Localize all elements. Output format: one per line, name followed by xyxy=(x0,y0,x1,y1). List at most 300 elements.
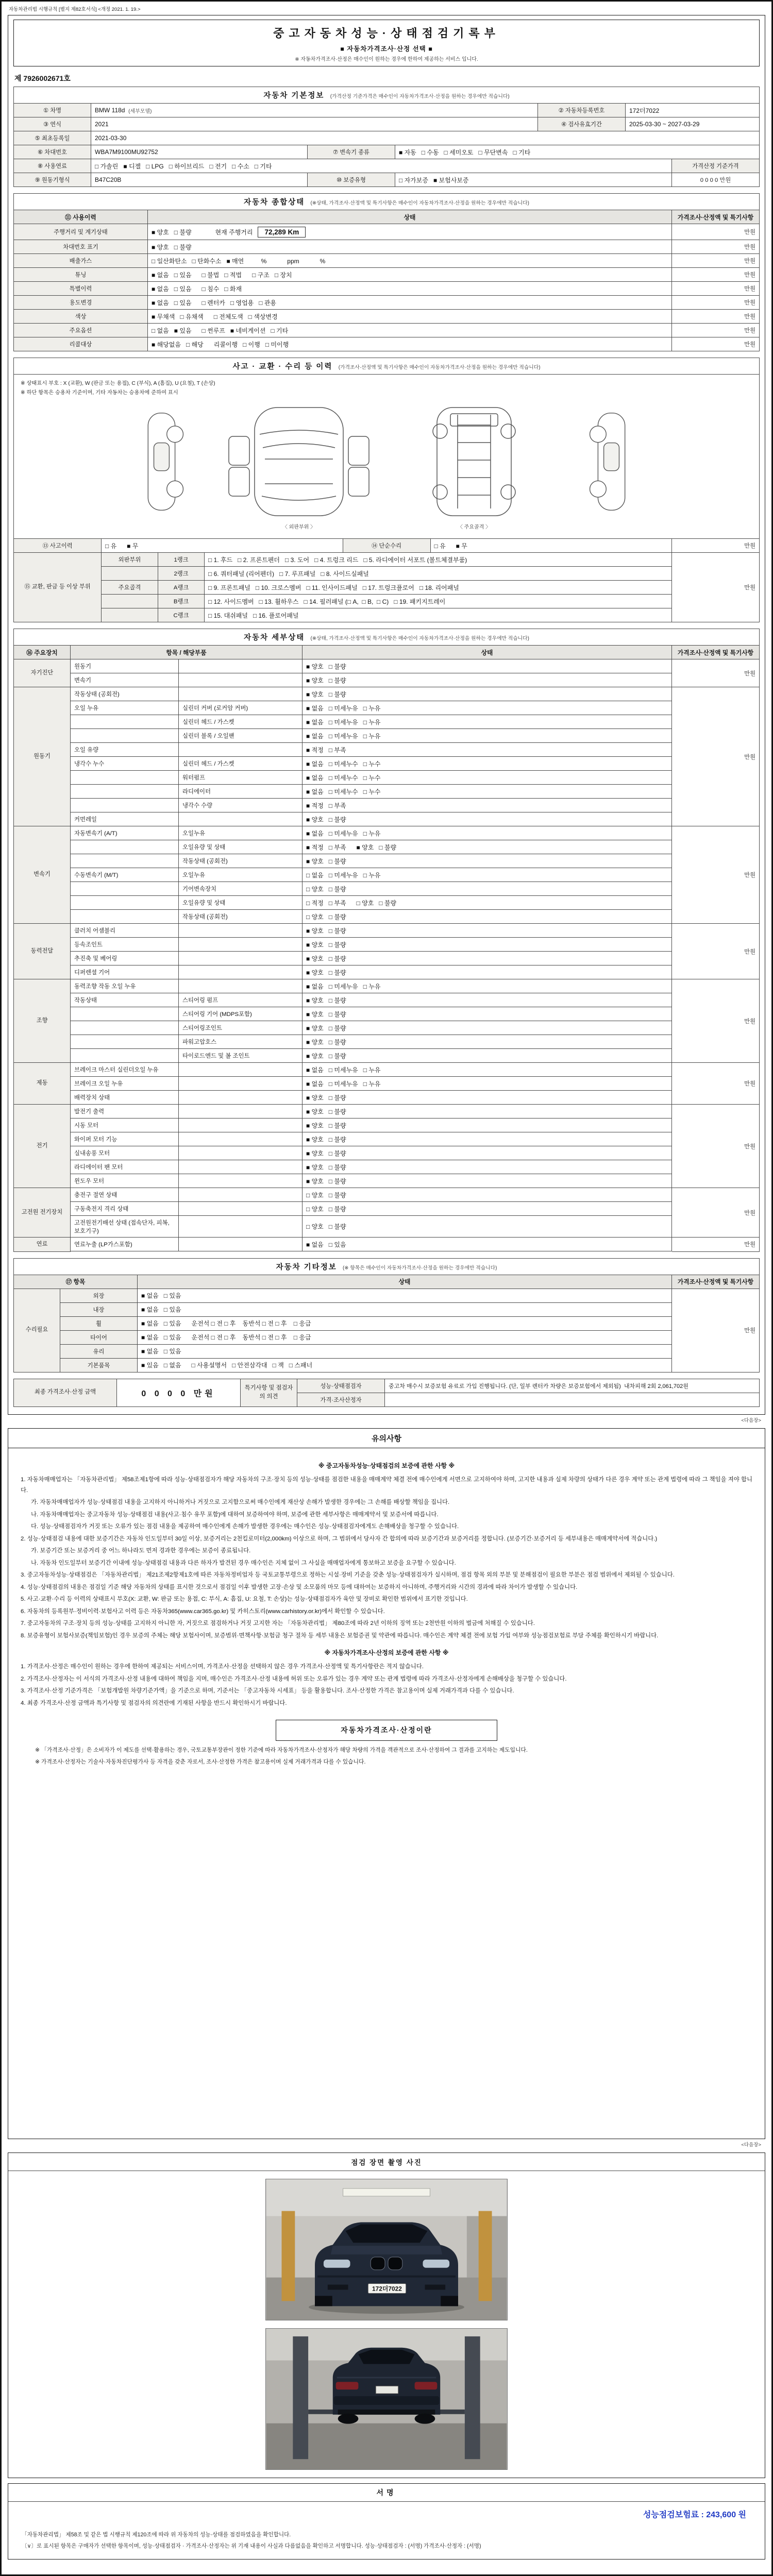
detail-row xyxy=(71,1202,672,1216)
signature-title: 서명 xyxy=(8,2484,765,2502)
detail-row xyxy=(71,868,672,882)
notice-item: 나. 자동차 인도일부터 보증기간 이내에 성능·상태점검 내용과 다른 하자가 발견된 경우 매수인은 지체 없이 그 사실을 매매업자에게 통보하고 보증을 요구할 수 있습니다. xyxy=(31,1560,456,1566)
base-price-label: 가격산정 기준가격 xyxy=(672,159,760,173)
summary-row-label: 특별이력 xyxy=(14,282,148,296)
about-line: ※ 가격조사·산정자는 기술사·자동차진단평가사 등 자격을 갖춘 자로서, 조사·산정한 가격은 참고용이며 실제 거래가격과 다를 수 있습니다. xyxy=(35,1758,366,1765)
subitem-label xyxy=(179,1132,303,1146)
status-checkboxes[interactable]: □ 없음 □ 미세누유 □ 누유 xyxy=(303,868,672,882)
item-label xyxy=(71,785,179,799)
item-label xyxy=(71,1021,179,1035)
price-cell: 만원 xyxy=(672,337,760,351)
exchange-row xyxy=(102,608,672,622)
notice-item: 5. 사고·교환·수리 등 이력의 상태표시 부호(X: 교환, W: 판금 또는 용접, C: 부식, A: 흠집, U: 요철, T: 손상)는 성능·상태점검자가 육안 및 장비로 확인한 범위에서 표기한 것입니다. xyxy=(21,1596,468,1603)
final-price-label: 최종 가격조사·산정 금액 xyxy=(14,1379,117,1407)
exchange-row xyxy=(102,553,672,567)
status-checkboxes[interactable]: ■ 양호 □ 불량 xyxy=(303,673,672,687)
about-price-survey-title: 자동차가격조사·산정이란 xyxy=(276,1720,497,1741)
subitem-label xyxy=(179,1091,303,1105)
detail-row xyxy=(71,965,672,979)
status-checkboxes[interactable]: ■ 없음 □ 있음 xyxy=(303,1238,672,1251)
item-label xyxy=(71,896,179,910)
final-price-value: 0 0 0 0 만원 xyxy=(117,1379,241,1407)
summary-row-checkboxes[interactable]: ■ 없음 □ 있음 □ 불법 □ 적법 □ 구조 □ 장치 xyxy=(148,268,672,282)
notice-item: 3. 중고자동차성능·상태점검은 「자동차관리법」 제21조제2항제1호에 따른 자동차정비업자 등 국토교통부령으로 정하는 시설·장비 기준을 갖춘 성능·상태점검자가 실시하며, 점검 항목 외의 부분 및 분해점검이 필요한 부분은 점검 범위에서 제외될 수 있습니다. xyxy=(21,1572,675,1579)
status-checkboxes[interactable]: □ 양호 □ 불량 xyxy=(303,910,672,924)
section-etc-info xyxy=(13,1258,760,1372)
first-reg-label: ⑤ 최초등록일 xyxy=(14,131,91,145)
status-checkboxes[interactable]: □ 적정 □ 부족 □ 양호 □ 불량 xyxy=(303,896,672,910)
status-checkboxes[interactable]: ■ 없음 □ 미세누유 □ 누유 xyxy=(303,701,672,715)
status-checkboxes[interactable]: ■ 양호 □ 불량 xyxy=(303,952,672,965)
inspection-label: ④ 검사유효기간 xyxy=(538,117,626,131)
status-checkboxes[interactable]: ■ 양호 □ 불량 xyxy=(303,965,672,979)
status-checkboxes[interactable]: □ 양호 □ 불량 xyxy=(303,1216,672,1238)
price-cell: 만원 xyxy=(672,282,760,296)
summary-row-label: 용도변경 xyxy=(14,296,148,310)
status-checkboxes[interactable]: □ 양호 □ 불량 xyxy=(303,882,672,896)
detail-row xyxy=(71,993,672,1007)
item-label xyxy=(71,1007,179,1021)
status-checkboxes[interactable]: ■ 적정 □ 부족 xyxy=(303,799,672,812)
price-cell: 만원 xyxy=(672,224,760,240)
subitem-label: 실린더 커버 (로커암 커버) xyxy=(179,701,303,715)
item-label: 윈도우 모터 xyxy=(71,1174,179,1188)
status-checkboxes[interactable]: ■ 적정 □ 부족 xyxy=(303,743,672,757)
section-accident-history xyxy=(13,358,760,622)
status-checkboxes[interactable]: ■ 양호 □ 불량 xyxy=(303,1007,672,1021)
subitem-label xyxy=(179,1077,303,1091)
price-cell: 만원 xyxy=(672,539,760,553)
price-cell: 만원 xyxy=(672,659,760,687)
status-checkboxes[interactable]: ■ 없음 □ 미세누수 □ 누수 xyxy=(303,757,672,771)
repair-need-group-label: 수리필요 xyxy=(14,1289,60,1372)
summary-row-label: 색상 xyxy=(14,310,148,324)
diagram-caption-frame: 〈 주요골격 〉 xyxy=(457,524,491,530)
etc-col-status: 상태 xyxy=(138,1275,672,1289)
detail-row xyxy=(71,1188,672,1202)
exchange-row xyxy=(102,595,672,608)
group-rows xyxy=(71,979,672,1063)
item-label: 오일 누유 xyxy=(71,701,179,715)
device-name: 조향 xyxy=(14,979,71,1063)
device-name: 고전원 전기장치 xyxy=(14,1188,71,1238)
group-rows xyxy=(71,687,672,826)
status-checkboxes[interactable]: ■ 없음 □ 미세누유 □ 누유 xyxy=(303,729,672,743)
summary-col-status: 상태 xyxy=(148,210,672,224)
item-label: 커먼레일 xyxy=(71,812,179,826)
price-cell: 만원 xyxy=(672,268,760,282)
etc-item-checkboxes[interactable]: ■ 있음 □ 없음 □ 사용설명서 □ 안전삼각대 □ 잭 □ 스패너 xyxy=(138,1359,672,1372)
etc-item-label: 내장 xyxy=(60,1303,138,1317)
item-label: 브레이크 오일 누유 xyxy=(71,1077,179,1091)
group-rows xyxy=(71,659,672,687)
summary-row-checkboxes[interactable]: ■ 양호 □ 불량 xyxy=(148,240,672,254)
exchange-group xyxy=(102,595,158,608)
price-cell: 만원 xyxy=(672,1105,760,1188)
reg-no-value: 172더7022 xyxy=(626,104,760,117)
item-label: 냉각수 누수 xyxy=(71,757,179,771)
subitem-label: 스티어링 펌프 xyxy=(179,993,303,1007)
subitem-label: 기어변속장치 xyxy=(179,882,303,896)
etc-row xyxy=(60,1303,672,1317)
notice-title: 유의사항 xyxy=(8,1429,765,1448)
etc-row xyxy=(60,1289,672,1303)
detail-row xyxy=(71,757,672,771)
subitem-label: 스티어링조인트 xyxy=(179,1021,303,1035)
notice-item: 4. 최종 가격조사·산정 금액과 특기사항 및 점검자의 의견란에 기재된 사항을 반드시 확인하시기 바랍니다. xyxy=(21,1700,287,1706)
detail-row xyxy=(71,715,672,729)
detail-group-steering xyxy=(14,979,760,1063)
status-checkboxes[interactable]: ■ 양호 □ 불량 xyxy=(303,1118,672,1132)
etc-row xyxy=(60,1317,672,1331)
device-name: 자기진단 xyxy=(14,659,71,687)
subitem-label xyxy=(179,1188,303,1202)
summary-row xyxy=(14,337,760,351)
accident-title: 사고 · 교환 · 수리 등 이력 xyxy=(232,363,333,371)
subitem-label xyxy=(179,1174,303,1188)
detail-subtitle: (※상태, 가격조사·산정액 및 특기사항은 매수인이 자동차가격조사·산정을 원하는 경우에만 적습니다) xyxy=(310,636,529,641)
detail-row xyxy=(71,1091,672,1105)
inspector-role-label: 성능·상태점검자 xyxy=(297,1379,385,1393)
odometer-label: 현재 주행거리 xyxy=(215,228,253,236)
engine-type-label: ⑨ 원동기형식 xyxy=(14,173,91,187)
car-diagram-frame xyxy=(397,402,551,521)
status-checkboxes[interactable]: ■ 양호 □ 불량 xyxy=(303,1049,672,1063)
detail-title-bar xyxy=(13,629,760,645)
detail-row xyxy=(71,701,672,715)
status-checkboxes[interactable]: ■ 양호 □ 불량 xyxy=(303,1160,672,1174)
price-survey-select-line[interactable]: ■ 자동차가격조사·산정 선택 ■ xyxy=(340,45,433,53)
notice-item: 7. 중고자동차의 구조·장치 등의 성능·상태를 고지하지 아니한 자, 거짓으로 점검하거나 거짓 고지한 자는 「자동차관리법」 제80조에 따라 2년 이하의 징역 또는 2천만원 이하의 벌금에 처해질 수 있습니다. xyxy=(21,1620,535,1627)
status-checkboxes[interactable]: ■ 없음 □ 미세누유 □ 누유 xyxy=(303,826,672,840)
summary-row-checkboxes[interactable]: □ 일산화탄소 □ 탄화수소 ■ 매연 % ppm % xyxy=(148,254,672,268)
detail-title: 자동차 세부상태 xyxy=(244,634,305,642)
item-label: 동력조향 작동 오일 누유 xyxy=(71,979,179,993)
section-detail-state xyxy=(13,629,760,1252)
item-label: 실내송풍 모터 xyxy=(71,1146,179,1160)
detail-row xyxy=(71,785,672,799)
item-label: 오일 유량 xyxy=(71,743,179,757)
status-checkboxes[interactable]: ■ 양호 □ 불량 xyxy=(303,854,672,868)
notice-item: 다. 성능·상태점검자가 거짓 또는 오류가 있는 점검 내용을 제공하여 매수인에게 손해가 발생한 경우에는 매수인은 성능·상태점검자에게도 손해배상을 청구할 수 있습니다. xyxy=(31,1523,459,1530)
subitem-label xyxy=(179,1118,303,1132)
license-plate-text: 172더7022 xyxy=(372,2284,402,2292)
notice-item: 2. 가격조사·산정자는 이 서식의 가격조사·산정 내용에 대하여 책임을 지며, 매수인은 가격조사·산정 내용에 허위 또는 오류가 있는 경우 계약 또는 관계 법령에 따라 가격조사·산정자에게 손해배상을 청구할 수 있습니다. xyxy=(21,1675,567,1682)
subitem-label: 타이로드엔드 및 볼 조인트 xyxy=(179,1049,303,1063)
subitem-label xyxy=(179,1146,303,1160)
exchange-parts-rows xyxy=(102,553,672,622)
exchange-group: 외판부위 xyxy=(102,553,158,567)
price-cell: 만원 xyxy=(672,310,760,324)
detail-row xyxy=(71,882,672,896)
subitem-label xyxy=(179,1238,303,1251)
status-checkboxes[interactable]: ■ 없음 □ 미세누수 □ 누수 xyxy=(303,771,672,785)
detail-row xyxy=(71,799,672,812)
status-checkboxes[interactable]: ■ 양호 □ 불량 xyxy=(303,1174,672,1188)
subitem-label: 스티어링 기어 (MDPS포함) xyxy=(179,1007,303,1021)
diagram-caption-panels: 〈 외판부위 〉 xyxy=(282,524,316,530)
item-label: 시동 모터 xyxy=(71,1118,179,1132)
summary-row xyxy=(14,324,760,337)
summary-row-checkboxes[interactable]: ■ 없음 □ 있음 □ 렌터카 □ 영업용 □ 관용 xyxy=(148,296,672,310)
status-checkboxes[interactable]: ■ 양호 □ 불량 xyxy=(303,1132,672,1146)
exchange-items-checkboxes[interactable]: □ 6. 쿼터패널 (리어펜더) □ 7. 루프패널 □ 8. 사이드실패널 xyxy=(205,567,672,581)
exchange-group xyxy=(102,608,158,622)
status-checkboxes[interactable]: □ 양호 □ 불량 xyxy=(303,1202,672,1216)
base-price-block xyxy=(672,159,760,187)
status-checkboxes[interactable]: ■ 양호 □ 불량 xyxy=(303,812,672,826)
status-checkboxes[interactable]: □ 양호 □ 불량 xyxy=(303,1188,672,1202)
status-checkboxes[interactable]: ■ 양호 □ 불량 xyxy=(303,924,672,938)
etc-col-price: 가격조사·산정액 및 특기사항 xyxy=(672,1275,760,1289)
status-checkboxes[interactable]: ■ 없음 □ 미세누수 □ 누수 xyxy=(303,785,672,799)
status-checkboxes[interactable]: ■ 양호 □ 불량 xyxy=(303,687,672,701)
group-rows xyxy=(71,826,672,924)
price-cell: 만원 xyxy=(672,979,760,1063)
mileage-status-checkboxes[interactable]: ■ 양호 □ 불량 현재 주행거리 72,289 Km xyxy=(148,224,672,240)
detail-group-highvoltage xyxy=(14,1188,760,1238)
detail-row xyxy=(71,924,672,938)
detail-row xyxy=(71,896,672,910)
item-label xyxy=(71,854,179,868)
about-line: ※ 「가격조사·산정」은 소비자가 이 제도를 선택·활용하는 경우, 국토교통부장관이 정한 기준에 따라 자동차가격조사·산정자가 해당 차량의 가격을 객관적으로 조사·산정하여 그 결과를 고지하는 제도입니다. xyxy=(35,1747,528,1754)
item-label xyxy=(71,729,179,743)
etc-item-checkboxes[interactable]: ■ 없음 □ 있음 운전석 □ 전 □ 후 동반석 □ 전 □ 후 □ 응급 xyxy=(138,1331,672,1345)
detail-row xyxy=(71,673,672,687)
status-checkboxes[interactable]: ■ 적정 □ 부족 ■ 양호 □ 불량 xyxy=(303,840,672,854)
detail-row xyxy=(71,1021,672,1035)
accident-history-label: ⑬ 사고이력 xyxy=(14,539,102,553)
summary-col-price: 가격조사·산정액 및 특기사항 xyxy=(672,210,760,224)
item-label xyxy=(71,882,179,896)
status-checkboxes[interactable]: ■ 없음 □ 미세누유 □ 누유 xyxy=(303,979,672,993)
exchange-items-checkboxes[interactable]: □ 12. 사이드멤버 □ 13. 휠하우스 □ 14. 필러패널 (□ A, □ B, □ C) □ 19. 패키지트레이 xyxy=(205,595,672,608)
fee-value: 243,600 원 xyxy=(706,2510,746,2519)
signature-statement-1: 「자동차관리법」 제58조 및 같은 법 시행규칙 제120조에 따라 위 자동차의 성능·상태를 점검하였음을 확인합니다. xyxy=(22,2531,291,2538)
detail-row xyxy=(71,1007,672,1021)
detail-row xyxy=(71,1035,672,1049)
exchange-parts-label: ⑮ 교환, 판금 등 이상 부위 xyxy=(14,553,102,622)
summary-row xyxy=(14,268,760,282)
inspection-insurance-fee xyxy=(643,2508,746,2520)
status-checkboxes[interactable]: ■ 양호 □ 불량 xyxy=(303,1146,672,1160)
detail-group-braking xyxy=(14,1063,760,1105)
inspector-opinion-text: 중고차 매수시 보증보험 유료로 가입 진행됩니다. (단, 일부 렌터카 차량은 보증보험에서 제외됨) 내차피해 2회 2,061,702원 xyxy=(385,1379,760,1393)
item-label: 배력장치 상태 xyxy=(71,1091,179,1105)
summary-row xyxy=(14,254,760,268)
form-code-note: 자동차관리법 시행규칙 [별지 제82호서식] <개정 2021. 1. 19.> xyxy=(9,7,141,12)
car-diagram-panel xyxy=(14,375,760,539)
status-checkboxes[interactable]: ■ 양호 □ 불량 xyxy=(303,1021,672,1035)
etc-item-label: 외장 xyxy=(60,1289,138,1303)
price-survey-select-note: ※ 자동차가격조사·산정은 매수인이 원하는 경우에 한하여 제공하는 서비스 입니다. xyxy=(295,57,478,62)
summary-rows xyxy=(14,240,760,351)
accident-history-checkboxes[interactable]: □ 유 ■ 무 xyxy=(102,539,343,553)
item-label: 고전원전기배선 상태 (접속단자, 피복, 보호기구) xyxy=(71,1216,179,1238)
subitem-label xyxy=(179,1216,303,1238)
car-diagram-side-left xyxy=(129,402,201,521)
signature-sheet xyxy=(8,2483,765,2560)
status-checkboxes[interactable]: ■ 양호 □ 불량 xyxy=(303,1091,672,1105)
detail-col-device: ⑯ 주요장치 xyxy=(14,646,71,659)
detail-row xyxy=(71,952,672,965)
exchange-group: 주요골격 xyxy=(102,581,158,595)
mileage-row-label: 주행거리 및 계기상태 xyxy=(14,224,148,240)
fee-label: 성능점검보험료 : xyxy=(643,2510,704,2519)
summary-row xyxy=(14,310,760,324)
price-cell: 만원 xyxy=(672,1188,760,1238)
exchange-rank: 2랭크 xyxy=(158,567,205,581)
price-cell: 만원 xyxy=(672,1238,760,1252)
status-checkboxes[interactable]: ■ 없음 □ 미세누유 □ 누유 xyxy=(303,715,672,729)
item-label: 충전구 절연 상태 xyxy=(71,1188,179,1202)
appraiser-opinion-text xyxy=(385,1393,760,1407)
car-diagram-top-panels xyxy=(222,402,376,521)
summary-row-checkboxes[interactable]: □ 없음 ■ 있음 □ 썬루프 ■ 네비게이션 □ 기타 xyxy=(148,324,672,337)
doc-title: 중고자동차성능·상태점검기록부 xyxy=(273,27,500,40)
detail-group-transmission xyxy=(14,826,760,924)
etc-subtitle: (※ 항목은 매수인이 자동차가격조사·산정을 원하는 경우에만 적습니다) xyxy=(343,1265,497,1271)
status-checkboxes[interactable]: ■ 양호 □ 불량 xyxy=(303,938,672,952)
car-name-value: BMW 118d (세부모델) xyxy=(91,104,538,117)
form-header xyxy=(13,20,760,66)
subitem-label: 작동상태 (공회전) xyxy=(179,910,303,924)
subitem-label xyxy=(179,979,303,993)
detail-row xyxy=(71,1238,672,1251)
exchange-items-checkboxes[interactable]: □ 9. 프론트패널 □ 10. 크로스멤버 □ 11. 인사이드패널 □ 17. 트렁크플로어 □ 18. 리어패널 xyxy=(205,581,672,595)
summary-row-checkboxes[interactable]: ■ 무채색 □ 유채색 □ 전체도색 □ 색상변경 xyxy=(148,310,672,324)
section-basic-info xyxy=(13,87,760,187)
detail-group-powertrain xyxy=(14,924,760,979)
transmission-checkboxes[interactable]: ■ 자동 □ 수동 □ 세미오토 □ 무단변속 □ 기타 xyxy=(395,145,760,159)
engine-type-value: B47C20B xyxy=(91,173,308,187)
status-checkboxes[interactable]: ■ 양호 □ 불량 xyxy=(303,993,672,1007)
notice-items xyxy=(20,1461,753,1709)
subitem-label xyxy=(179,743,303,757)
price-cell: 만원 xyxy=(672,1289,760,1372)
summary-row-checkboxes[interactable]: ■ 없음 □ 있음 □ 침수 □ 화재 xyxy=(148,282,672,296)
warranty-checkboxes[interactable]: □ 자가보증 ■ 보험사보증 xyxy=(395,173,672,187)
status-checkboxes[interactable]: ■ 없음 □ 미세누유 □ 누유 xyxy=(303,1063,672,1077)
item-label xyxy=(71,799,179,812)
detail-col-price: 가격조사·산정액 및 특기사항 xyxy=(672,646,760,659)
detail-row xyxy=(71,1077,672,1091)
notice-item: 1. 가격조사·산정은 매수인이 원하는 경우에 한하여 제공되는 서비스이며, 가격조사·산정을 선택하지 않은 경우 가격조사·산정액 및 특기사항란은 적지 않습니다. xyxy=(21,1664,424,1670)
status-checkboxes[interactable]: ■ 없음 □ 미세누유 □ 누유 xyxy=(303,1077,672,1091)
item-label: 와이퍼 모터 기능 xyxy=(71,1132,179,1146)
exchange-items-checkboxes[interactable]: □ 15. 대쉬패널 □ 16. 플로어패널 xyxy=(205,608,672,622)
summary-title-bar xyxy=(13,193,760,210)
summary-row-label: 주요옵션 xyxy=(14,324,148,337)
detail-row xyxy=(71,1132,672,1146)
year-label: ③ 연식 xyxy=(14,117,91,131)
item-label xyxy=(71,1049,179,1063)
state-code-legend2: ※ 하단 항목은 승용차 기준이며, 기타 자동차는 승용차에 준하여 표시 xyxy=(21,389,178,396)
item-label xyxy=(71,715,179,729)
signature-statement-2: 〔∨〕로 표시된 항목은 구매자가 선택한 항목이며, 성능·상태점검자 · 가격조사·산정자는 위 기재 내용이 사실과 다름없음을 확인하고 서명합니다. 성능·상태점검자 : (서명) 가격조사·산정자 : (서명) xyxy=(22,2543,481,2550)
device-name: 동력전달 xyxy=(14,924,71,979)
summary-row-checkboxes[interactable]: ■ 해당없음 □ 해당 리콜이행 □ 이행 □ 미이행 xyxy=(148,337,672,351)
device-name: 연료 xyxy=(14,1238,71,1252)
detail-row xyxy=(71,1105,672,1118)
detail-col-item: 항목 / 해당부품 xyxy=(71,646,303,659)
price-cell: 만원 xyxy=(672,296,760,310)
detail-row xyxy=(71,687,672,701)
item-label: 작동상태 xyxy=(71,993,179,1007)
item-label: 수동변속기 (M/T) xyxy=(71,868,179,882)
year-value: 2021 xyxy=(91,117,538,131)
group-rows xyxy=(71,1105,672,1188)
notice-item: 가. 보증기간 또는 보증거리 중 어느 하나라도 먼저 경과한 경우에는 보증이 종료됩니다. xyxy=(31,1548,251,1554)
accident-subtitle: (가격조사·산정액 및 특기사항은 매수인이 자동차가격조사·산정을 원하는 경우에만 적습니다) xyxy=(338,365,541,370)
summary-row xyxy=(14,296,760,310)
subitem-label xyxy=(179,687,303,701)
subitem-label xyxy=(179,938,303,952)
detail-row xyxy=(71,743,672,757)
item-label xyxy=(71,840,179,854)
etc-title: 자동차 기타정보 xyxy=(276,1263,337,1272)
notice-item: 6. 자동차의 등록원부·정비이력·보험사고 이력 등은 자동차365(www.car365.go.kr) 및 카히스토리(www.carhistory.or.kr)에서 확인할 수 있습니다. xyxy=(21,1608,385,1615)
exchange-rank: 1랭크 xyxy=(158,553,205,567)
accident-title-bar xyxy=(13,358,760,374)
price-cell: 만원 xyxy=(672,826,760,924)
summary-subtitle: (※상태, 가격조사·산정액 및 특기사항은 매수인이 자동차가격조사·산정을 원하는 경우에만 적습니다) xyxy=(310,200,529,206)
subitem-label xyxy=(179,1160,303,1174)
subitem-label xyxy=(179,965,303,979)
photo-rear-lift-view xyxy=(265,2328,508,2470)
detail-row xyxy=(71,729,672,743)
subitem-label: 오일유량 및 상태 xyxy=(179,896,303,910)
price-cell: 만원 xyxy=(672,324,760,337)
detail-col-status: 상태 xyxy=(303,646,672,659)
car-diagram-side-right xyxy=(572,402,644,521)
etc-item-checkboxes[interactable]: ■ 없음 □ 있음 xyxy=(138,1345,672,1359)
etc-row xyxy=(60,1359,672,1372)
item-label xyxy=(71,771,179,785)
subitem-label: 작동상태 (공회전) xyxy=(179,854,303,868)
group-rows xyxy=(71,1238,672,1252)
etc-item-checkboxes[interactable]: ■ 없음 □ 있음 xyxy=(138,1289,672,1303)
notice-item: 4. 성능·상태점검의 내용은 점검일 기준 해당 자동차의 상태를 표시한 것으로서 점검일 이후 발생한 고장·손상 및 소모품의 마모 등에 대하여는 보증하지 아니하며, 주행거리와 시간의 경과에 따라 차이가 발생할 수 있습니다. xyxy=(21,1584,578,1590)
item-label xyxy=(71,1035,179,1049)
price-cell: 만원 xyxy=(672,240,760,254)
basic-title-bar xyxy=(13,87,760,103)
status-checkboxes[interactable]: ■ 양호 □ 불량 xyxy=(303,1035,672,1049)
etc-item-label: 유리 xyxy=(60,1345,138,1359)
detail-row xyxy=(71,1049,672,1063)
exchange-group xyxy=(102,567,158,581)
price-cell: 만원 xyxy=(672,1063,760,1105)
detail-group-selfdiagnosis xyxy=(14,659,760,687)
subitem-label: 실린더 헤드 / 가스켓 xyxy=(179,715,303,729)
first-reg-value: 2021-03-30 xyxy=(91,131,760,145)
detail-row xyxy=(71,1160,672,1174)
status-checkboxes[interactable]: ■ 양호 □ 불량 xyxy=(303,1105,672,1118)
item-label: 원동기 xyxy=(71,659,179,673)
exchange-rank: C랭크 xyxy=(158,608,205,622)
subitem-label: 워터펌프 xyxy=(179,771,303,785)
simple-repair-checkboxes[interactable]: □ 유 ■ 무 xyxy=(431,539,673,553)
etc-item-checkboxes[interactable]: ■ 없음 □ 있음 xyxy=(138,1303,672,1317)
summary-row xyxy=(14,282,760,296)
etc-item-checkboxes[interactable]: ■ 없음 □ 있음 운전석 □ 전 □ 후 동반석 □ 전 □ 후 □ 응급 xyxy=(138,1317,672,1331)
fuel-checkboxes[interactable]: □ 가솔린 ■ 디젤 □ LPG □ 하이브리드 □ 전기 □ 수소 □ 기타 xyxy=(91,159,672,173)
group-rows xyxy=(71,1063,672,1105)
exchange-items-checkboxes[interactable]: □ 1. 후드 □ 2. 프론트펜더 □ 3. 도어 □ 4. 트렁크 리드 □ 5. 라디에이터 서포트 (볼트체결부품) xyxy=(205,553,672,567)
base-price-value: 0 0 0 0 만원 xyxy=(672,173,760,187)
item-label: 라디에이터 팬 모터 xyxy=(71,1160,179,1174)
status-checkboxes[interactable]: ■ 양호 □ 불량 xyxy=(303,659,672,673)
